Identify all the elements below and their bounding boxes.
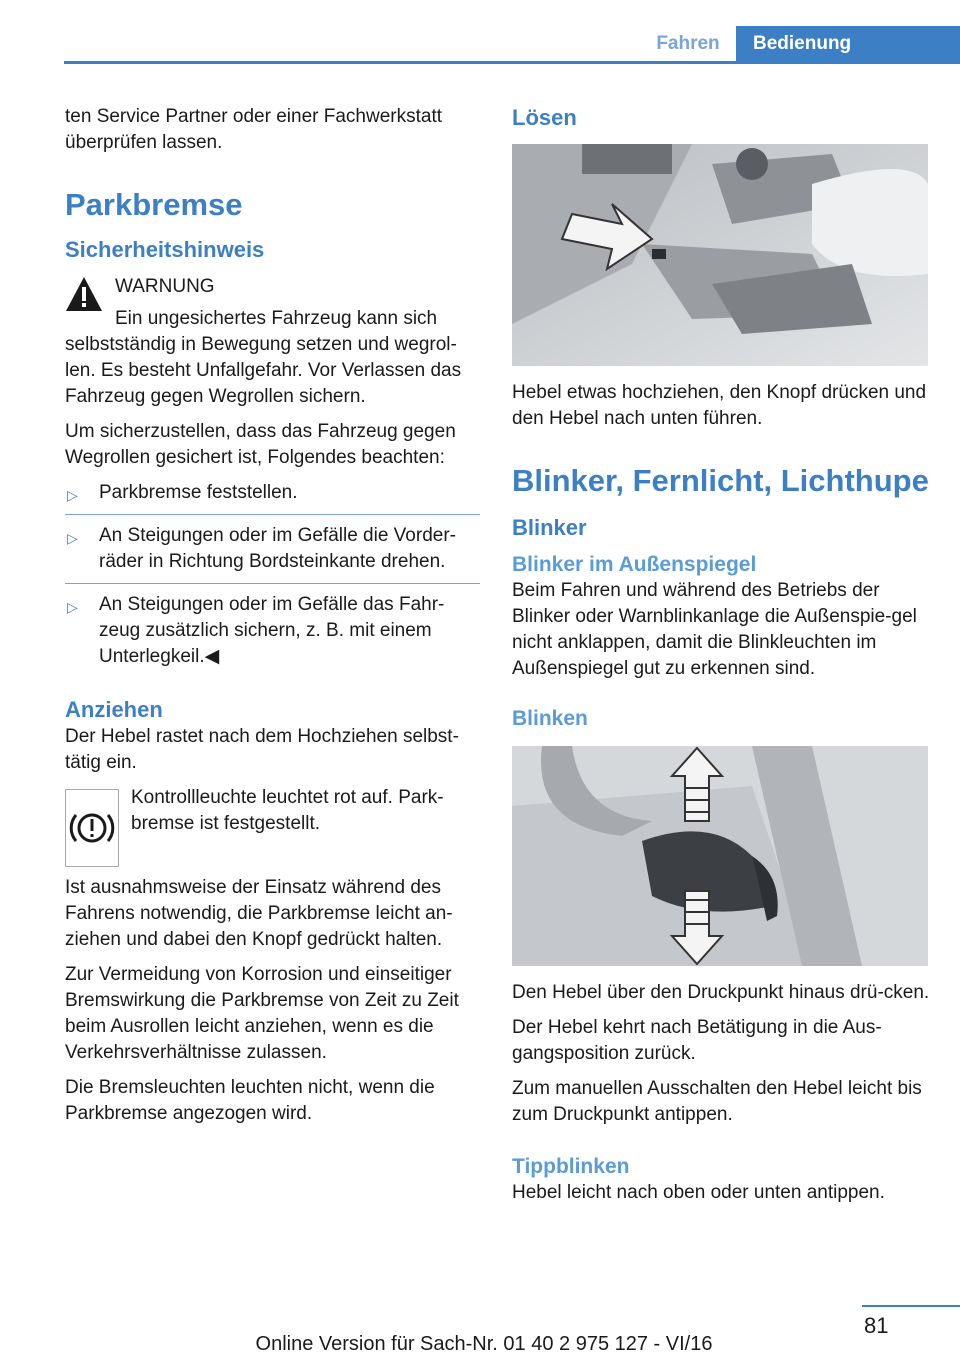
heading-blinker-fernlicht: Blinker, Fernlicht, Lichthupe [512, 463, 929, 498]
page-number: 81 [864, 1313, 889, 1338]
list-item-text: An Steigungen oder im Gefälle das Fahr‐zeug zusätzlich sichern, z. B. mit einem Unterlegkeil.◀ [99, 594, 445, 667]
warning-block [65, 274, 480, 324]
paragraph-korrosion: Zur Vermeidung von Korrosion und einseitiger Bremswirkung die Parkbremse von Zeit zu Zeit beim Ausrollen leicht anziehen, wenn es die Verkehrsverhältnisse zulassen. [65, 964, 459, 1063]
paragraph-sicherstellen: Um sicherzustellen, dass das Fahrzeug gegen Wegrollen gesichert ist, Folgendes beachten: [65, 421, 456, 468]
parking-brake-indicator-icon [65, 789, 119, 867]
checklist [65, 480, 480, 678]
list-item [65, 480, 480, 514]
turn-signal-photo [512, 746, 928, 966]
heading-loesen: Lösen [512, 105, 577, 130]
paragraph-anziehen: Der Hebel rastet nach dem Hochziehen selbst‐tätig ein. [65, 726, 459, 773]
intro-text: ten Service Partner oder einer Fachwerkstatt überprüfen lassen. [65, 106, 443, 153]
tab-bedienung[interactable]: Bedienung [736, 26, 960, 62]
heading-tippblinken: Tippblinken [512, 1155, 630, 1178]
indicator-block [65, 785, 480, 869]
paragraph-blinken-2: Der Hebel kehrt nach Betätigung in die Aus‐gangsposition zurück. [512, 1017, 882, 1064]
heading-parkbremse: Parkbremse [65, 187, 243, 222]
list-item [65, 514, 480, 583]
heading-blinker: Blinker [512, 515, 587, 540]
footer-online-version: Online Version für Sach-Nr. 01 40 2 975 127 - VI/16 [255, 1333, 713, 1355]
right-column [512, 104, 930, 1215]
parking-brake-photo [512, 144, 928, 366]
triangle-bullet-icon: ▷ [67, 599, 78, 615]
heading-sicherheitshinweis: Sicherheitshinweis [65, 237, 265, 262]
warning-icon [65, 276, 103, 312]
indicator-text: Kontrollleuchte leuchtet rot auf. Park‐bremse ist festgestellt. [131, 787, 444, 834]
tab-fahren[interactable]: Fahren [640, 26, 736, 62]
list-item-text: Parkbremse feststellen. [99, 482, 298, 503]
heading-blinken: Blinken [512, 707, 588, 730]
warning-label: WARNUNG [115, 276, 215, 297]
list-item [65, 583, 480, 678]
paragraph-ausnahme: Ist ausnahmsweise der Einsatz während des Fahrens notwendig, die Parkbremse leicht an‐ziehen und dabei den Knopf gedrückt halten. [65, 877, 453, 950]
list-item-text: An Steigungen oder im Gefälle die Vorder‐räder in Richtung Bordsteinkante drehen. [99, 525, 456, 572]
paragraph-tippblinken: Hebel leicht nach oben oder unten antippen. [512, 1182, 885, 1203]
heading-aussenspiegel: Blinker im Außenspiegel [512, 553, 757, 576]
paragraph-bremsleuchten: Die Bremsleuchten leuchten nicht, wenn die Parkbremse angezogen wird. [65, 1077, 435, 1124]
header-rule [64, 61, 960, 64]
warning-text: Ein ungesichertes Fahrzeug kann sich selbstständig in Bewegung setzen und wegrol‐len. Es besteht Unfallgefahr. Vor Verlassen das Fahrzeug gegen Wegrollen sichern. [65, 308, 462, 407]
paragraph-aussenspiegel: Beim Fahren und während des Betriebs der Blinker oder Warnblinkanlage die Außenspie‐gel nicht anklappen, damit die Blinkleuchten im Außenspiegel gut zu erkennen sind. [512, 580, 917, 679]
footer-rule [862, 1305, 960, 1307]
heading-anziehen: Anziehen [65, 697, 163, 722]
paragraph-blinken-1: Den Hebel über den Druckpunkt hinaus drü‐cken. [512, 982, 930, 1003]
left-column [65, 104, 480, 1136]
triangle-bullet-icon: ▷ [67, 530, 78, 546]
paragraph-blinken-3: Zum manuellen Ausschalten den Hebel leicht bis zum Druckpunkt antippen. [512, 1078, 922, 1125]
triangle-bullet-icon: ▷ [67, 487, 78, 503]
paragraph-loesen: Hebel etwas hochziehen, den Knopf drücken und den Hebel nach unten führen. [512, 382, 927, 429]
